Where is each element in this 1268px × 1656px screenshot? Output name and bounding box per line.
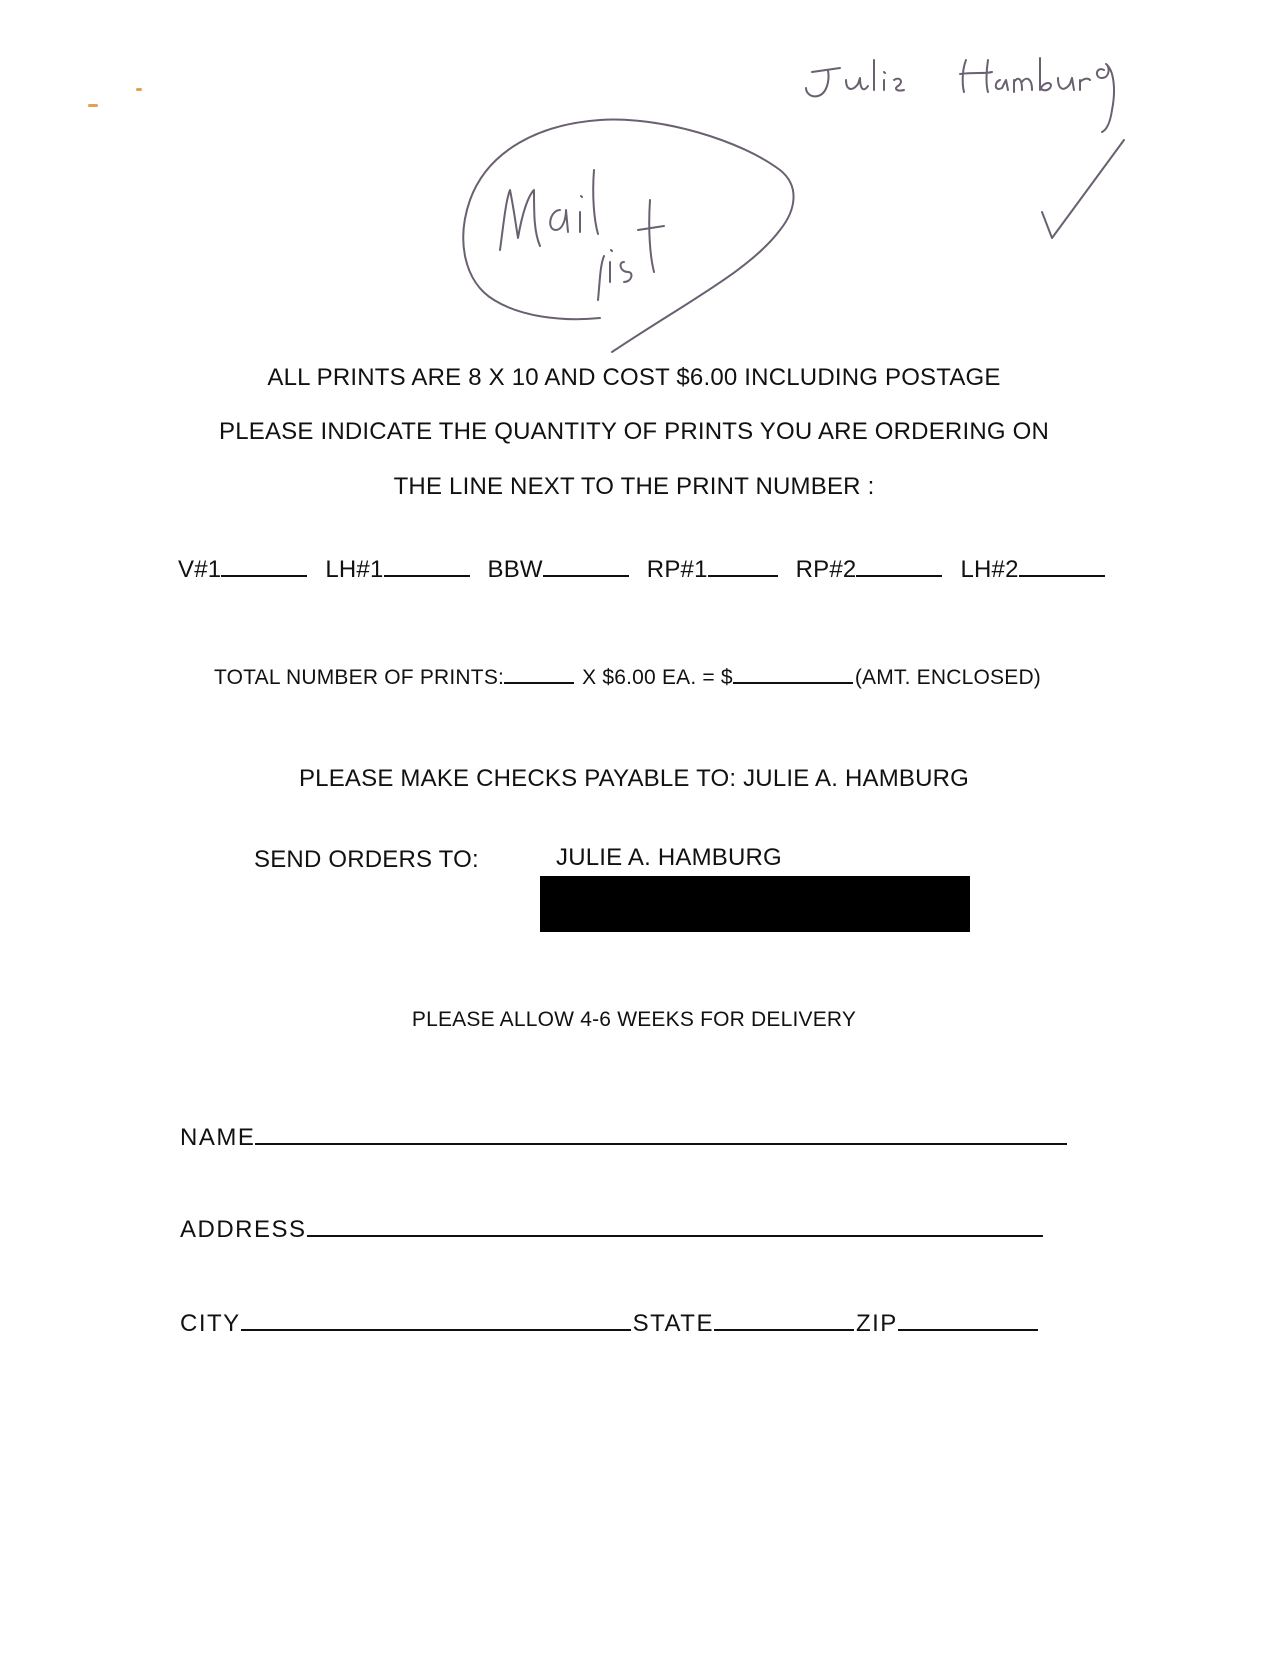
total-count-field[interactable] (504, 682, 574, 684)
quantity-field[interactable] (543, 575, 629, 577)
total-label: TOTAL NUMBER OF PRINTS: (214, 666, 505, 689)
total-line (214, 666, 1041, 690)
quantity-field[interactable] (708, 575, 778, 577)
state-label: STATE (632, 1310, 714, 1337)
print-item-lh1 (325, 556, 471, 583)
print-label: V#1 (178, 556, 222, 583)
zip-label: ZIP (855, 1310, 898, 1337)
total-multiplier: X $6.00 EA. = $ (582, 666, 733, 689)
name-field[interactable] (255, 1143, 1067, 1145)
handwritten-signature (806, 58, 1114, 132)
check-mark (1042, 140, 1124, 238)
address-label: ADDRESS (180, 1216, 307, 1243)
city-state-zip-row (180, 1310, 1040, 1338)
print-label: RP#2 (795, 556, 857, 583)
name-row (180, 1124, 1069, 1152)
print-item-rp1 (647, 556, 780, 583)
city-field[interactable] (241, 1329, 631, 1331)
print-item-lh2 (960, 556, 1106, 583)
quantity-field[interactable] (1019, 575, 1105, 577)
print-label: LH#1 (325, 556, 384, 583)
redaction-bar (540, 876, 970, 932)
address-field[interactable] (307, 1235, 1043, 1237)
city-label: CITY (180, 1310, 241, 1337)
zip-field[interactable] (898, 1329, 1038, 1331)
address-row (180, 1216, 1045, 1244)
send-orders-name: JULIE A. HAMBURG (556, 844, 782, 871)
delivery-note: PLEASE ALLOW 4-6 WEEKS FOR DELIVERY (411, 1008, 857, 1031)
handwritten-annotations (0, 0, 1268, 380)
amount-enclosed-label: (AMT. ENCLOSED) (854, 666, 1041, 689)
instructions-line: PLEASE INDICATE THE QUANTITY OF PRINTS YOU ARE ORDERING ON (219, 418, 1049, 445)
quantity-field[interactable] (384, 575, 470, 577)
quantity-field[interactable] (221, 575, 307, 577)
print-item-v1 (178, 556, 309, 583)
payable-line: PLEASE MAKE CHECKS PAYABLE TO: JULIE A. HAMBURG (298, 765, 970, 792)
amount-field[interactable] (733, 682, 853, 684)
pricing-line: ALL PRINTS ARE 8 X 10 AND COST $6.00 INCLUDING POSTAGE (267, 364, 1001, 391)
print-label: BBW (487, 556, 543, 583)
print-item-rp2 (796, 556, 945, 583)
print-label: LH#2 (960, 556, 1019, 583)
quantity-field[interactable] (856, 575, 942, 577)
print-label: RP#1 (646, 556, 708, 583)
print-quantity-row (178, 556, 1123, 584)
state-field[interactable] (714, 1329, 854, 1331)
circled-note (463, 120, 793, 352)
send-orders-label: SEND ORDERS TO: (254, 846, 479, 873)
instructions-line-2: THE LINE NEXT TO THE PRINT NUMBER : (393, 473, 875, 500)
name-label: NAME (180, 1124, 256, 1151)
handwritten-note (500, 170, 664, 300)
print-item-bbw (488, 556, 631, 583)
